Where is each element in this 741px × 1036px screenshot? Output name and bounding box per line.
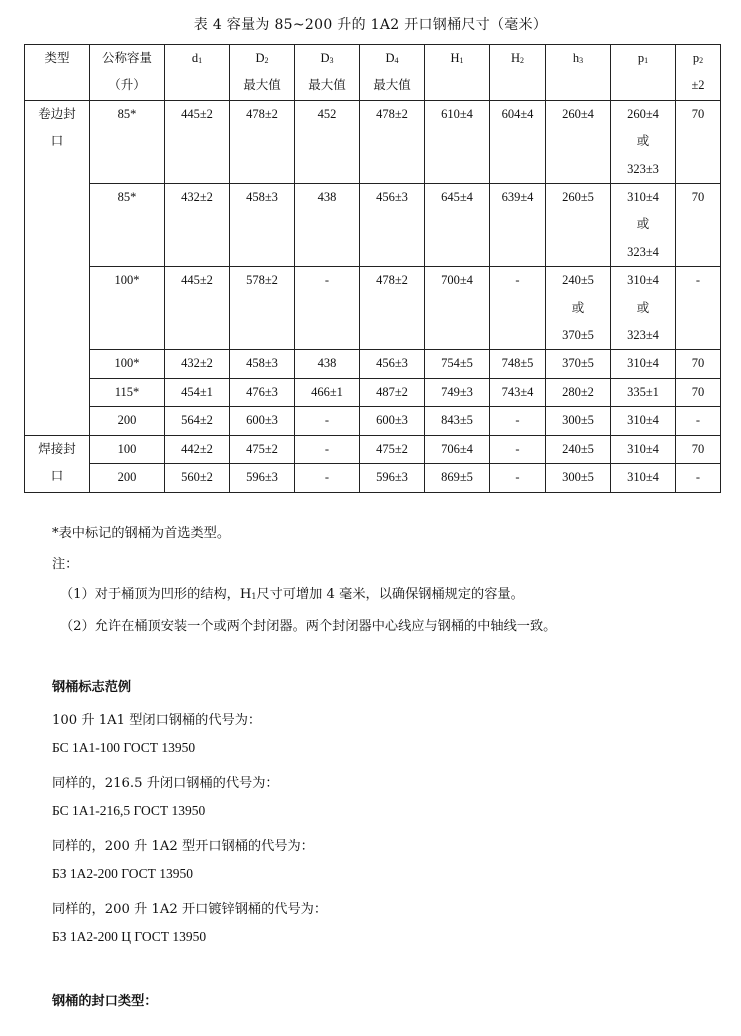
cell-D3: 466±1	[295, 378, 360, 406]
type-cell: 卷边封 口	[25, 100, 90, 435]
table-row	[25, 184, 721, 267]
cell-cap: 100*	[90, 350, 165, 378]
cell-cap: 200	[90, 407, 165, 435]
seal-types-heading: 钢桶的封口类型：	[52, 994, 158, 1009]
dimensions-table	[24, 44, 721, 493]
cell-D4: 596±3	[360, 464, 425, 492]
cell-cap: 100*	[90, 267, 165, 350]
cell-D3: 438	[295, 350, 360, 378]
cell-D3: 438	[295, 184, 360, 267]
cell-D3: -	[295, 267, 360, 350]
cell-D2: 476±3	[230, 378, 295, 406]
header-p2: $p_2$ ±2	[676, 45, 721, 101]
cell-d1: 454±1	[165, 378, 230, 406]
cell-p2: 70	[676, 100, 721, 183]
table-row	[25, 407, 721, 435]
cell-D4: 456±3	[360, 350, 425, 378]
header-p1: $p_1$	[611, 45, 676, 101]
cell-H1: 610±4	[425, 100, 490, 183]
cell-D4: 487±2	[360, 378, 425, 406]
cell-D2: 596±3	[230, 464, 295, 492]
cell-cap: 85*	[90, 184, 165, 267]
marking-line: 同样的，216.5 升闭口钢桶的代号为：	[52, 776, 279, 791]
marking-code: БЗ 1А2-200 Ц ГОСТ 13950	[52, 929, 207, 944]
marking-code: БС 1А1-100 ГОСТ 13950	[52, 740, 196, 755]
cell-H2: 639±4	[490, 184, 546, 267]
cell-cap: 115*	[90, 378, 165, 406]
cell-D2: 458±3	[230, 184, 295, 267]
cell-d1: 442±2	[165, 435, 230, 463]
cell-H1: 645±4	[425, 184, 490, 267]
header-H1: $H_1$	[425, 45, 490, 101]
header-D2: $D_2$ 最大值	[230, 45, 295, 101]
cell-D2: 478±2	[230, 100, 295, 183]
table-row	[25, 378, 721, 406]
cell-H1: 869±5	[425, 464, 490, 492]
table-row	[25, 435, 721, 463]
cell-d1: 445±2	[165, 100, 230, 183]
cell-p2: 70	[676, 378, 721, 406]
header-h3: $h_3$	[546, 45, 611, 101]
table-row	[25, 100, 721, 183]
cell-D2: 578±2	[230, 267, 295, 350]
cell-H1: 749±3	[425, 378, 490, 406]
cell-D3: 452	[295, 100, 360, 183]
cell-h3: 300±5	[546, 464, 611, 492]
cell-D4: 600±3	[360, 407, 425, 435]
cell-D4: 456±3	[360, 184, 425, 267]
cell-h3: 240±5	[546, 435, 611, 463]
table-row	[25, 464, 721, 492]
header-d1: $d_1$	[165, 45, 230, 101]
cell-D2: 458±3	[230, 350, 295, 378]
cell-H2: 604±4	[490, 100, 546, 183]
cell-p2: 70	[676, 435, 721, 463]
table-header-row	[25, 45, 721, 101]
cell-D4: 475±2	[360, 435, 425, 463]
cell-D3: -	[295, 435, 360, 463]
cell-p2: 70	[676, 184, 721, 267]
marking-examples-heading: 钢桶标志范例	[52, 680, 132, 695]
cell-H1: 754±5	[425, 350, 490, 378]
header-type: 类型	[25, 45, 90, 101]
cell-p1: 310±4	[611, 435, 676, 463]
cell-D3: -	[295, 407, 360, 435]
cell-h3: 280±2	[546, 378, 611, 406]
cell-d1: 560±2	[165, 464, 230, 492]
cell-p2: -	[676, 267, 721, 350]
preferred-type-note: *表中标记的钢桶为首选类型。	[52, 526, 231, 541]
cell-p1: 310±4	[611, 407, 676, 435]
cell-H2: -	[490, 435, 546, 463]
marking-line: 同样的，200 升 1A2 开口镀锌钢桶的代号为：	[52, 902, 328, 917]
table-row	[25, 267, 721, 350]
type-cell: 焊接封 口	[25, 435, 90, 492]
cell-h3: 300±5	[546, 407, 611, 435]
cell-p2: -	[676, 464, 721, 492]
header-D4: $D_4$ 最大值	[360, 45, 425, 101]
cell-H2: 743±4	[490, 378, 546, 406]
cell-cap: 85*	[90, 100, 165, 183]
cell-p1: 310±4 或 323±4	[611, 184, 676, 267]
note-1: （1）对于桶顶为凹形的结构，$H_1$尺寸可增加 4 毫米，以确保钢桶规定的容量。	[60, 587, 524, 602]
cell-p2: 70	[676, 350, 721, 378]
cell-d1: 432±2	[165, 350, 230, 378]
cell-H1: 700±4	[425, 267, 490, 350]
cell-p1: 310±4	[611, 464, 676, 492]
cell-D4: 478±2	[360, 100, 425, 183]
marking-line: 100 升 1A1 型闭口钢桶的代号为：	[52, 713, 262, 728]
table-caption: 表 4 容量为 85~200 升的 1A2 开口钢桶尺寸（毫米）	[193, 17, 548, 33]
cell-D3: -	[295, 464, 360, 492]
header-H2: $H_2$	[490, 45, 546, 101]
cell-D2: 600±3	[230, 407, 295, 435]
cell-h3: 370±5	[546, 350, 611, 378]
cell-H2: -	[490, 464, 546, 492]
cell-h3: 260±5	[546, 184, 611, 267]
cell-H2: -	[490, 407, 546, 435]
note-2: （2）允许在桶顶安装一个或两个封闭器。两个封闭器中心线应与钢桶的中轴线一致。	[60, 619, 557, 634]
header-D3: $D_3$ 最大值	[295, 45, 360, 101]
cell-p1: 260±4 或 323±3	[611, 100, 676, 183]
cell-cap: 100	[90, 435, 165, 463]
marking-code: БС 1А1-216,5 ГОСТ 13950	[52, 803, 206, 818]
header-capacity: 公称容量 （升）	[90, 45, 165, 101]
cell-D2: 475±2	[230, 435, 295, 463]
cell-D4: 478±2	[360, 267, 425, 350]
cell-H2: 748±5	[490, 350, 546, 378]
notes-label: 注：	[52, 557, 79, 572]
cell-h3: 240±5 或 370±5	[546, 267, 611, 350]
cell-d1: 445±2	[165, 267, 230, 350]
cell-p1: 335±1	[611, 378, 676, 406]
cell-H1: 843±5	[425, 407, 490, 435]
cell-H1: 706±4	[425, 435, 490, 463]
cell-d1: 432±2	[165, 184, 230, 267]
cell-p1: 310±4	[611, 350, 676, 378]
cell-d1: 564±2	[165, 407, 230, 435]
marking-line: 同样的，200 升 1A2 型开口钢桶的代号为：	[52, 839, 314, 854]
cell-h3: 260±4	[546, 100, 611, 183]
cell-cap: 200	[90, 464, 165, 492]
table-row	[25, 350, 721, 378]
cell-p1: 310±4 或 323±4	[611, 267, 676, 350]
marking-code: БЗ 1А2-200 ГОСТ 13950	[52, 866, 194, 881]
cell-H2: -	[490, 267, 546, 350]
cell-p2: -	[676, 407, 721, 435]
